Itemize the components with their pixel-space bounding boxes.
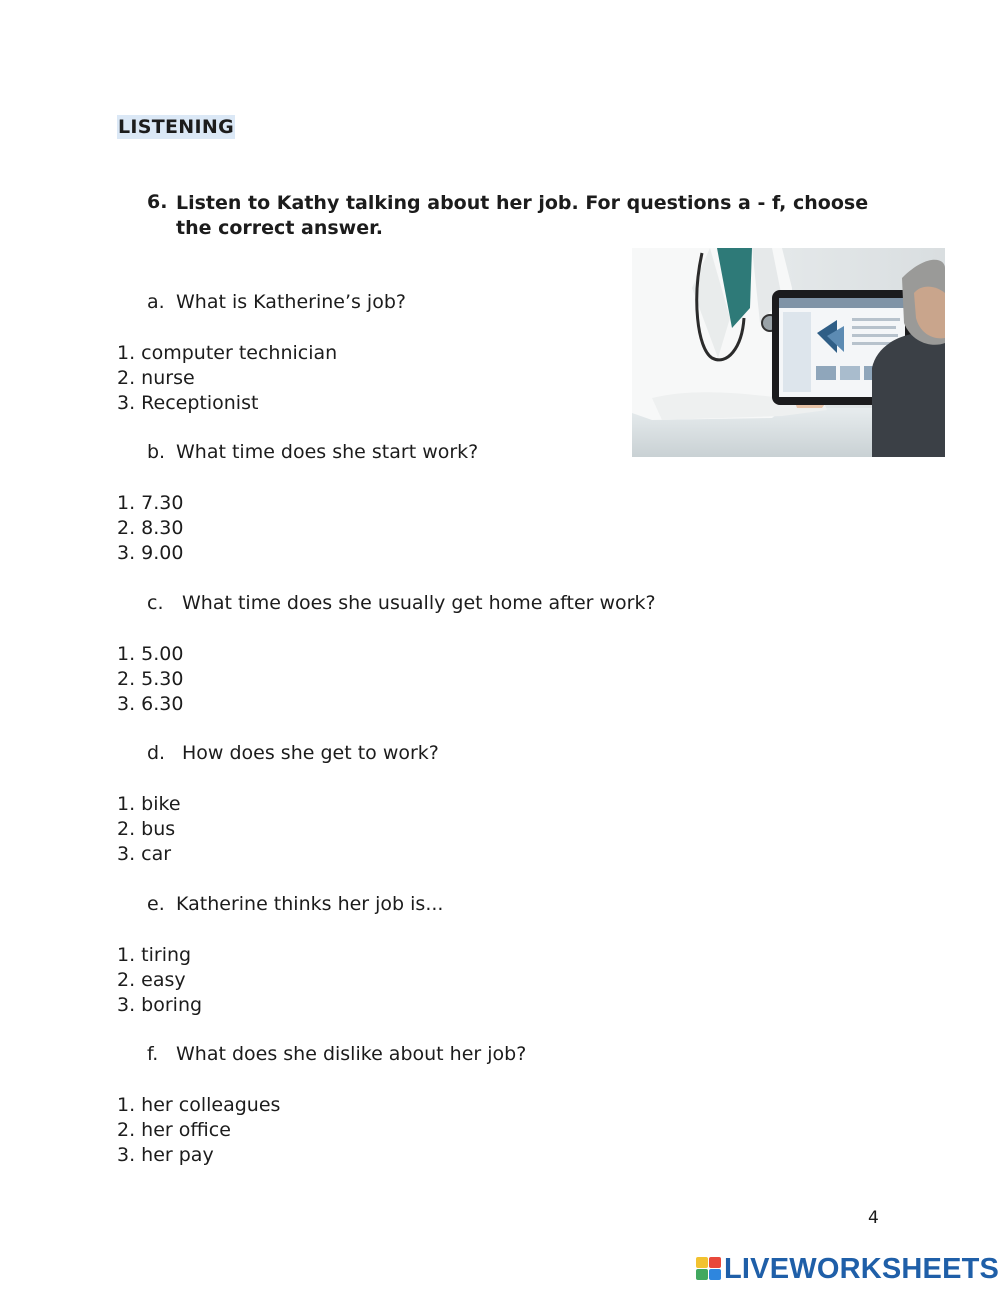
question-a-option-3[interactable]: 3. Receptionist xyxy=(117,392,259,414)
question-b-letter: b. xyxy=(147,441,166,463)
question-c-letter: c. xyxy=(147,592,164,614)
logo-text: LIVEWORKSHEETS xyxy=(724,1252,1000,1285)
instruction-number: 6. xyxy=(147,191,168,213)
question-f-option-3[interactable]: 3. her pay xyxy=(117,1144,214,1166)
question-f-text: What does she dislike about her job? xyxy=(176,1043,527,1065)
question-c-option-1[interactable]: 1. 5.00 xyxy=(117,643,184,665)
question-d-text: How does she get to work? xyxy=(182,742,439,764)
doctor-with-tablet-photo xyxy=(632,248,945,457)
question-f-option-1[interactable]: 1. her colleagues xyxy=(117,1094,281,1116)
question-b-option-3[interactable]: 3. 9.00 xyxy=(117,542,184,564)
question-e-option-2[interactable]: 2. easy xyxy=(117,969,186,991)
question-d-option-2[interactable]: 2. bus xyxy=(117,818,176,840)
question-f-letter: f. xyxy=(147,1043,159,1065)
question-f-option-2[interactable]: 2. her office xyxy=(117,1119,231,1141)
question-c-text: What time does she usually get home after work? xyxy=(182,592,656,614)
question-e-text: Katherine thinks her job is... xyxy=(176,893,444,915)
question-b-option-1[interactable]: 1. 7.30 xyxy=(117,492,184,514)
section-heading: LISTENING xyxy=(118,116,234,138)
page-number: 4 xyxy=(868,1208,879,1228)
question-a-option-2[interactable]: 2. nurse xyxy=(117,367,195,389)
question-a-text: What is Katherine’s job? xyxy=(176,291,406,313)
question-d-option-1[interactable]: 1. bike xyxy=(117,793,181,815)
question-c-option-3[interactable]: 3. 6.30 xyxy=(117,693,184,715)
question-b-option-2[interactable]: 2. 8.30 xyxy=(117,517,184,539)
question-e-option-3[interactable]: 3. boring xyxy=(117,994,203,1016)
instruction-text: Listen to Kathy talking about her job. For questions a - f, choose the correct answer. xyxy=(176,192,869,239)
question-a-option-1[interactable]: 1. computer technician xyxy=(117,342,338,364)
question-e-option-1[interactable]: 1. tiring xyxy=(117,944,192,966)
liveworksheets-logo-icon xyxy=(696,1257,722,1281)
question-d-letter: d. xyxy=(147,742,166,764)
question-b-text: What time does she start work? xyxy=(176,441,479,463)
question-e-letter: e. xyxy=(147,893,165,915)
question-c-option-2[interactable]: 2. 5.30 xyxy=(117,668,184,690)
liveworksheets-logo xyxy=(696,1254,999,1284)
question-d-option-3[interactable]: 3. car xyxy=(117,843,172,865)
question-a-letter: a. xyxy=(147,291,165,313)
